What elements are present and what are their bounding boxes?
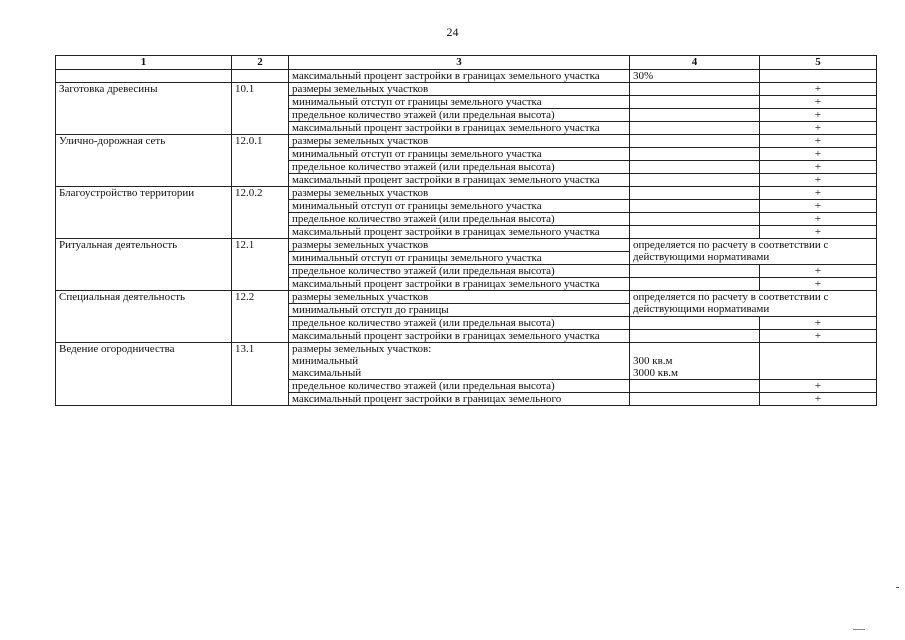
- param-cell: максимальный процент застройки в границах земельного участка: [289, 278, 630, 291]
- param-cell: максимальный процент застройки в границах земельного участка: [289, 122, 630, 135]
- mark-cell: +: [760, 393, 877, 406]
- land-use-name: Благоустройство территории: [56, 187, 232, 239]
- header-col-3: 3: [289, 56, 630, 70]
- mark-cell: +: [760, 109, 877, 122]
- land-use-code: 10.1: [232, 83, 289, 135]
- header-col-5: 5: [760, 56, 877, 70]
- param-cell: минимальный отступ от границы земельного участка: [289, 96, 630, 109]
- value-cell: [630, 265, 760, 278]
- value-cell: [630, 148, 760, 161]
- table-row: [56, 343, 877, 380]
- value-cell: 30%: [630, 70, 760, 83]
- land-use-code: 12.0.1: [232, 135, 289, 187]
- table-row: [56, 83, 877, 96]
- header-col-4: 4: [630, 56, 760, 70]
- mark-cell: +: [760, 226, 877, 239]
- merged-note: определяется по расчету в соответствии с действующими нормативами: [630, 291, 877, 317]
- value-cell: [630, 343, 760, 380]
- zoning-parameters-table: [55, 55, 877, 406]
- param-cell: максимальный процент застройки в границах земельного участка: [289, 174, 630, 187]
- land-use-name: Специальная деятельность: [56, 291, 232, 343]
- min-value: 300 кв.м: [633, 355, 673, 367]
- param-cell: предельное количество этажей (или предельная высота): [289, 380, 630, 393]
- value-cell: [630, 278, 760, 291]
- land-use-name: Улично-дорожная сеть: [56, 135, 232, 187]
- value-cell: [630, 161, 760, 174]
- table-row: [56, 239, 877, 252]
- mark-cell: +: [760, 278, 877, 291]
- mark-cell: +: [760, 135, 877, 148]
- header-row: [56, 56, 877, 70]
- value-cell: [630, 174, 760, 187]
- land-use-code: 13.1: [232, 343, 289, 406]
- value-cell: [630, 330, 760, 343]
- land-use-name: Ритуальная деятельность: [56, 239, 232, 291]
- header-col-2: 2: [232, 56, 289, 70]
- land-use-code: 12.1: [232, 239, 289, 291]
- table-row: [56, 135, 877, 148]
- scan-mark: [896, 587, 899, 588]
- param-cell: предельное количество этажей (или предельная высота): [289, 317, 630, 330]
- value-cell: [630, 187, 760, 200]
- value-cell: [630, 200, 760, 213]
- mark-cell: +: [760, 330, 877, 343]
- param-cell: минимальный отступ от границы земельного участка: [289, 148, 630, 161]
- max-label: максимальный: [292, 367, 362, 379]
- land-use-code: 12.0.2: [232, 187, 289, 239]
- sizes-label: размеры земельных участков:: [292, 343, 432, 355]
- land-use-name: Ведение огородничества: [56, 343, 232, 406]
- land-use-code: 12.2: [232, 291, 289, 343]
- header-col-1: 1: [56, 56, 232, 70]
- value-cell: [630, 109, 760, 122]
- param-cell: минимальный отступ от границы земельного участка: [289, 252, 630, 265]
- value-cell: [630, 83, 760, 96]
- param-cell: максимальный процент застройки в границах земельного участка: [289, 70, 630, 83]
- value-cell: [630, 122, 760, 135]
- merged-note: определяется по расчету в соответствии с действующими нормативами: [630, 239, 877, 265]
- mark-cell: +: [760, 317, 877, 330]
- value-cell: [630, 226, 760, 239]
- mark-cell: +: [760, 380, 877, 393]
- mark-cell: +: [760, 265, 877, 278]
- param-cell: размеры земельных участков: [289, 239, 630, 252]
- value-cell: [630, 96, 760, 109]
- mark-cell: +: [760, 96, 877, 109]
- param-cell: максимальный процент застройки в границах земельного участка: [289, 226, 630, 239]
- scan-mark: [853, 629, 865, 630]
- min-label: минимальный: [292, 355, 359, 367]
- page-number: 24: [446, 25, 459, 39]
- value-cell: [630, 213, 760, 226]
- param-cell: размеры земельных участков: [289, 187, 630, 200]
- param-cell: минимальный отступ до границы: [289, 304, 630, 317]
- param-cell: максимальный процент застройки в границах земельного участка: [289, 330, 630, 343]
- mark-cell: +: [760, 187, 877, 200]
- param-cell: размеры земельных участков: [289, 291, 630, 304]
- param-cell: размеры земельных участков: [289, 83, 630, 96]
- table-row: [56, 291, 877, 304]
- mark-cell: +: [760, 161, 877, 174]
- mark-cell: +: [760, 148, 877, 161]
- param-cell: предельное количество этажей (или предельная высота): [289, 161, 630, 174]
- param-cell: минимальный отступ от границы земельного участка: [289, 200, 630, 213]
- param-cell: предельное количество этажей (или предельная высота): [289, 109, 630, 122]
- value-cell: [630, 317, 760, 330]
- param-cell: [289, 343, 630, 380]
- continuation-row: [56, 70, 877, 83]
- mark-cell: +: [760, 200, 877, 213]
- table-row: [56, 187, 877, 200]
- param-cell: предельное количество этажей (или предельная высота): [289, 265, 630, 278]
- param-cell: максимальный процент застройки в границах земельного: [289, 393, 630, 406]
- max-value: 3000 кв.м: [633, 367, 678, 379]
- value-cell: [630, 135, 760, 148]
- mark-cell: +: [760, 122, 877, 135]
- land-use-name: Заготовка древесины: [56, 83, 232, 135]
- mark-cell: +: [760, 213, 877, 226]
- mark-cell: +: [760, 83, 877, 96]
- mark-cell: +: [760, 174, 877, 187]
- param-cell: предельное количество этажей (или предельная высота): [289, 213, 630, 226]
- param-cell: размеры земельных участков: [289, 135, 630, 148]
